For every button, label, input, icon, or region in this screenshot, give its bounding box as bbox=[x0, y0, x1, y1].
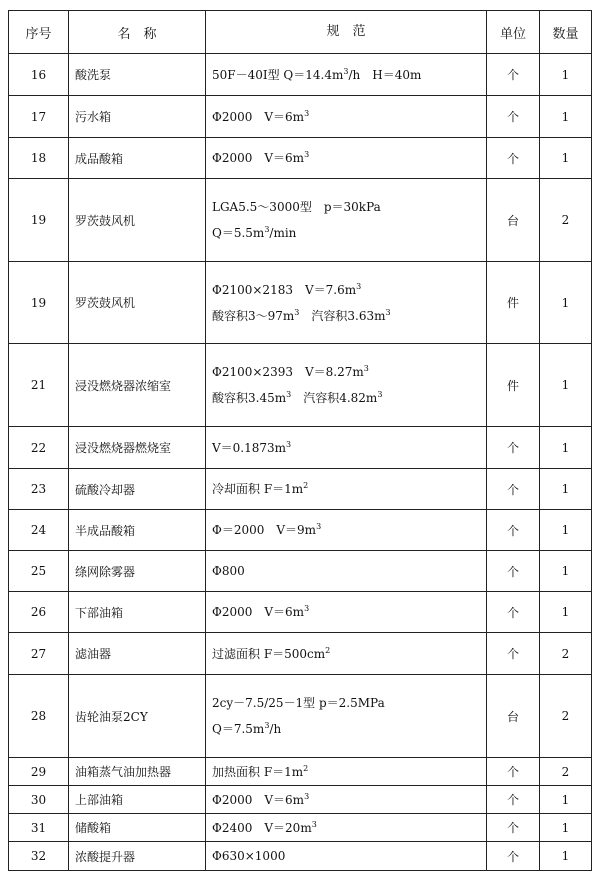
spec-text: 过滤面积 F＝500cm bbox=[212, 646, 326, 661]
equipment-spec bbox=[206, 842, 487, 871]
table-row bbox=[9, 138, 592, 179]
spec-text: 2cy－7.5/25－1型 p＝2.5MPa bbox=[212, 696, 385, 710]
spec-text: Φ630×1000 bbox=[212, 849, 286, 863]
equipment-spec bbox=[206, 758, 487, 786]
spec-text: /min bbox=[269, 226, 297, 240]
unit: 个 bbox=[487, 592, 540, 633]
row-number: 26 bbox=[9, 592, 69, 633]
spec-superscript: 3 bbox=[264, 721, 270, 730]
table-row bbox=[9, 427, 592, 469]
unit: 个 bbox=[487, 54, 540, 96]
spec-superscript: 3 bbox=[343, 66, 349, 76]
equipment-spec bbox=[206, 786, 487, 814]
table-row bbox=[9, 262, 592, 344]
equipment-name: 罗茨鼓风机 bbox=[69, 262, 206, 344]
equipment-spec bbox=[206, 262, 487, 344]
spec-line bbox=[212, 62, 486, 88]
quantity: 1 bbox=[540, 96, 592, 138]
spec-superscript: 2 bbox=[303, 481, 309, 490]
row-number: 23 bbox=[9, 469, 69, 510]
table-body bbox=[9, 54, 592, 871]
spec-line bbox=[212, 815, 486, 841]
spec-line bbox=[212, 690, 486, 716]
table-row bbox=[9, 179, 592, 262]
spec-line bbox=[212, 194, 486, 220]
equipment-name: 污水箱 bbox=[69, 96, 206, 138]
table-row bbox=[9, 592, 592, 633]
table-row bbox=[9, 842, 592, 871]
equipment-spec bbox=[206, 179, 487, 262]
table-row bbox=[9, 786, 592, 814]
unit: 件 bbox=[487, 262, 540, 344]
row-number: 19 bbox=[9, 262, 69, 344]
quantity: 1 bbox=[540, 510, 592, 551]
equipment-name: 浸没燃烧器燃烧室 bbox=[69, 427, 206, 469]
quantity: 2 bbox=[540, 675, 592, 758]
table-row bbox=[9, 344, 592, 427]
spec-line bbox=[212, 787, 486, 813]
quantity: 1 bbox=[540, 427, 592, 469]
equipment-name: 半成品酸箱 bbox=[69, 510, 206, 551]
spec-text: LGA5.5～3000型 p＝30kPa bbox=[212, 200, 381, 214]
equipment-name: 储酸箱 bbox=[69, 814, 206, 842]
spec-superscript: 3 bbox=[304, 150, 310, 159]
quantity: 2 bbox=[540, 179, 592, 262]
equipment-name: 罗茨鼓风机 bbox=[69, 179, 206, 262]
equipment-name: 绦网除雾器 bbox=[69, 551, 206, 592]
row-number: 28 bbox=[9, 675, 69, 758]
equipment-spec bbox=[206, 427, 487, 469]
spec-line bbox=[212, 359, 486, 385]
spec-line bbox=[212, 385, 486, 411]
spec-text: Φ＝2000 V＝9m bbox=[212, 523, 317, 537]
table-row bbox=[9, 675, 592, 758]
table-row bbox=[9, 510, 592, 551]
spec-superscript: 3 bbox=[304, 604, 310, 613]
equipment-spec bbox=[206, 633, 487, 675]
spec-superscript: 2 bbox=[303, 763, 309, 773]
spec-superscript: 2 bbox=[325, 645, 331, 655]
spec-superscript: 3 bbox=[356, 281, 362, 291]
spec-line bbox=[212, 104, 486, 130]
spec-text: /h H＝40m bbox=[348, 67, 422, 82]
row-number: 21 bbox=[9, 344, 69, 427]
unit: 个 bbox=[487, 427, 540, 469]
spec-text: Φ800 bbox=[212, 564, 245, 578]
row-number: 17 bbox=[9, 96, 69, 138]
header-no: 序号 bbox=[9, 11, 69, 54]
spec-superscript: 3 bbox=[286, 390, 292, 399]
equipment-name: 下部油箱 bbox=[69, 592, 206, 633]
row-number: 27 bbox=[9, 633, 69, 675]
equipment-spec bbox=[206, 54, 487, 96]
unit: 个 bbox=[487, 633, 540, 675]
table-row bbox=[9, 758, 592, 786]
spec-line bbox=[212, 599, 486, 625]
row-number: 18 bbox=[9, 138, 69, 179]
equipment-spec-table bbox=[8, 10, 592, 871]
quantity: 1 bbox=[540, 786, 592, 814]
quantity: 1 bbox=[540, 344, 592, 427]
row-number: 32 bbox=[9, 842, 69, 871]
spec-line bbox=[212, 759, 486, 785]
header-spec: 规 范 bbox=[206, 11, 487, 54]
unit: 台 bbox=[487, 675, 540, 758]
spec-text: Q＝7.5m bbox=[212, 722, 265, 736]
unit: 个 bbox=[487, 842, 540, 871]
row-number: 30 bbox=[9, 786, 69, 814]
spec-text: Q＝5.5m bbox=[212, 226, 265, 240]
spec-line bbox=[212, 716, 486, 742]
header-qty: 数量 bbox=[540, 11, 592, 54]
unit: 个 bbox=[487, 510, 540, 551]
equipment-spec bbox=[206, 469, 487, 510]
equipment-spec bbox=[206, 592, 487, 633]
spec-line bbox=[212, 145, 486, 171]
unit: 个 bbox=[487, 814, 540, 842]
row-number: 31 bbox=[9, 814, 69, 842]
table-row bbox=[9, 814, 592, 842]
unit: 个 bbox=[487, 786, 540, 814]
unit: 个 bbox=[487, 469, 540, 510]
equipment-name: 滤油器 bbox=[69, 633, 206, 675]
equipment-spec bbox=[206, 675, 487, 758]
spec-superscript: 3 bbox=[304, 108, 310, 118]
equipment-name: 硫酸冷却器 bbox=[69, 469, 206, 510]
spec-text: Φ2100×2393 V＝8.27m bbox=[212, 365, 364, 379]
table-row bbox=[9, 54, 592, 96]
quantity: 2 bbox=[540, 758, 592, 786]
spec-text: Φ2000 V＝6m bbox=[212, 151, 305, 165]
table-row bbox=[9, 469, 592, 510]
equipment-name: 油箱蒸气油加热器 bbox=[69, 758, 206, 786]
spec-text: 汽容积3.63m bbox=[299, 308, 386, 323]
spec-line bbox=[212, 277, 486, 303]
equipment-name: 上部油箱 bbox=[69, 786, 206, 814]
quantity: 1 bbox=[540, 814, 592, 842]
row-number: 24 bbox=[9, 510, 69, 551]
equipment-name: 浓酸提升器 bbox=[69, 842, 206, 871]
table-header-row bbox=[9, 11, 592, 54]
unit: 个 bbox=[487, 551, 540, 592]
spec-superscript: 3 bbox=[264, 225, 270, 234]
equipment-spec bbox=[206, 96, 487, 138]
spec-superscript: 3 bbox=[311, 819, 317, 829]
spec-line bbox=[212, 303, 486, 329]
unit: 个 bbox=[487, 96, 540, 138]
unit: 个 bbox=[487, 138, 540, 179]
spec-line bbox=[212, 476, 486, 502]
quantity: 1 bbox=[540, 469, 592, 510]
quantity: 1 bbox=[540, 138, 592, 179]
spec-superscript: 3 bbox=[304, 791, 310, 801]
spec-text: 汽容积4.82m bbox=[291, 391, 378, 405]
header-unit: 单位 bbox=[487, 11, 540, 54]
spec-text: Φ2400 V＝20m bbox=[212, 820, 312, 835]
spec-text: Φ2000 V＝6m bbox=[212, 792, 305, 807]
spec-superscript: 3 bbox=[316, 522, 322, 531]
spec-text: Φ2000 V＝6m bbox=[212, 109, 305, 124]
spec-line bbox=[212, 558, 486, 584]
equipment-name: 浸没燃烧器浓缩室 bbox=[69, 344, 206, 427]
spec-text: Φ2100×2183 V＝7.6m bbox=[212, 282, 357, 297]
spec-text: Φ2000 V＝6m bbox=[212, 605, 305, 619]
spec-line bbox=[212, 517, 486, 543]
quantity: 1 bbox=[540, 551, 592, 592]
equipment-spec bbox=[206, 138, 487, 179]
quantity: 1 bbox=[540, 592, 592, 633]
equipment-spec bbox=[206, 510, 487, 551]
spec-superscript: 3 bbox=[363, 364, 369, 373]
row-number: 29 bbox=[9, 758, 69, 786]
spec-superscript: 3 bbox=[294, 307, 300, 317]
spec-superscript: 3 bbox=[377, 390, 383, 399]
equipment-spec bbox=[206, 551, 487, 592]
unit: 台 bbox=[487, 179, 540, 262]
table-row bbox=[9, 551, 592, 592]
spec-line bbox=[212, 220, 486, 246]
spec-text: /h bbox=[269, 722, 282, 736]
equipment-name: 成品酸箱 bbox=[69, 138, 206, 179]
spec-line bbox=[212, 641, 486, 667]
equipment-name: 齿轮油泵2CY bbox=[69, 675, 206, 758]
row-number: 22 bbox=[9, 427, 69, 469]
quantity: 1 bbox=[540, 54, 592, 96]
quantity: 1 bbox=[540, 842, 592, 871]
quantity: 1 bbox=[540, 262, 592, 344]
spec-text: 冷却面积 F＝1m bbox=[212, 482, 304, 496]
spec-line bbox=[212, 435, 486, 461]
equipment-name: 酸洗泵 bbox=[69, 54, 206, 96]
spec-superscript: 3 bbox=[385, 307, 391, 317]
unit: 个 bbox=[487, 758, 540, 786]
quantity: 2 bbox=[540, 633, 592, 675]
unit: 件 bbox=[487, 344, 540, 427]
spec-line bbox=[212, 843, 486, 869]
row-number: 16 bbox=[9, 54, 69, 96]
spec-text: 酸容积3.45m bbox=[212, 391, 287, 405]
table-row bbox=[9, 633, 592, 675]
table-row bbox=[9, 96, 592, 138]
spec-text: 加热面积 F＝1m bbox=[212, 764, 304, 779]
spec-superscript: 3 bbox=[286, 439, 292, 449]
row-number: 19 bbox=[9, 179, 69, 262]
row-number: 25 bbox=[9, 551, 69, 592]
spec-text: 50F－40Ⅰ型 Q＝14.4m bbox=[212, 67, 344, 82]
spec-text: 酸容积3～97m bbox=[212, 308, 295, 323]
equipment-spec bbox=[206, 344, 487, 427]
spec-text: V＝0.1873m bbox=[212, 440, 287, 455]
header-name: 名 称 bbox=[69, 11, 206, 54]
equipment-spec bbox=[206, 814, 487, 842]
